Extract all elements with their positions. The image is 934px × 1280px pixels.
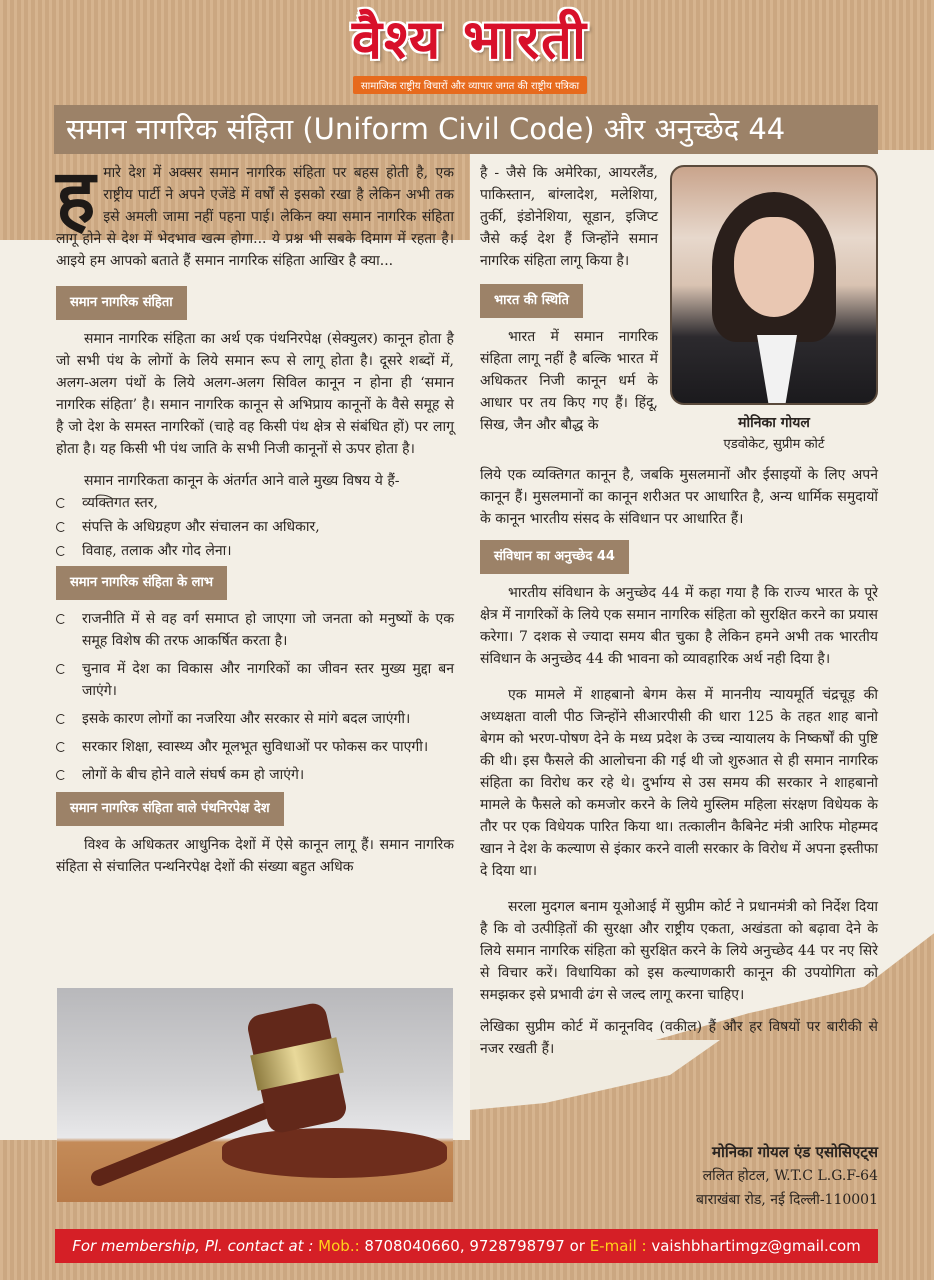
author-caption <box>668 412 880 456</box>
footer-prefix: For membership, Pl. contact at : <box>72 1237 319 1255</box>
list-item: चुनाव में देश का विकास और नागरिकों का जीवन स्तर मुख्य मुद्दा बन जाएंगे। <box>54 658 454 702</box>
author-photo <box>670 165 878 405</box>
mobile-numbers[interactable]: 8708040660, 9728798797 <box>364 1237 565 1255</box>
address-line-1: ललित होटल, W.T.C L.G.F-64 <box>702 1168 878 1184</box>
right-column-lower <box>480 464 878 1060</box>
author-signoff <box>560 1140 878 1212</box>
india-status-paragraph-part1: भारत में समान नागरिक संहिता लागू नहीं है बल्कि भारत में अधिकतर निजी कानून धर्म के आधार पर तय किए गए हैं। हिंदू, सिख, जैन और बौद्ध के <box>480 329 658 433</box>
intro-block <box>56 154 454 272</box>
bullet-icon <box>56 498 66 508</box>
footer-or: or <box>564 1237 590 1255</box>
benefits-list <box>54 608 454 786</box>
intro-paragraph: मारे देश में अक्सर समान नागरिक संहिता पर बहस होती है, एक राष्ट्रीय पार्टी ने अपने एजेंडे में वर्षों से इसको रखा है लेकिन अभी तक इसे अमली जामा नहीं पहना पाई। लेकिन क्या समान नागरिक संहिता लागू होने से देश में भेदभाव खत्म होगा... ये प्रश्न भी सबके दिमाग में रहता है। आइये हम आपको बताते हैं समान नागरिक संहिता आखिर है क्या... <box>56 165 454 269</box>
section-heading-secular-countries: समान नागरिक संहिता वाले पंथनिरपेक्ष देश <box>56 792 284 826</box>
bullet-icon <box>56 742 66 752</box>
masthead <box>300 8 640 100</box>
sarla-mudgal-paragraph: सरला मुदगल बनाम यूओआई में सुप्रीम कोर्ट ने प्रधानमंत्री को निर्देश दिया है कि वो उत्पीड़ितों की सुरक्षा और राष्ट्रीय एकता, अखंडता को बढ़ावा देने के लिये समान नागरिक संहिता को सुरक्षित करने के लिये अनुच्छेद 44 पर नए सिरे से विचार करें। विधायिका को इस कल्याणकारी कानून की उपयोगिता को समझकर इसे प्रभावी ढंग से जल्द लागू करना चाहिए। <box>480 899 878 1003</box>
email-link[interactable]: vaishbhartimgz@gmail.com <box>651 1237 861 1255</box>
bullet-icon <box>56 770 66 780</box>
left-column <box>56 154 454 878</box>
gavel-image <box>57 988 453 1202</box>
bullet-icon <box>56 664 66 674</box>
list-item: इसके कारण लोगों का नजरिया और सरकार से मांगे बदल जाएंगी। <box>54 708 454 730</box>
membership-footer <box>55 1229 878 1263</box>
section-heading-benefits: समान नागरिक संहिता के लाभ <box>56 566 227 600</box>
ucc-definition-paragraph: समान नागरिक संहिता का अर्थ एक पंथनिरपेक्ष (सेक्युलर) कानून होता है जो सभी पंथ के लोगों के लिये समान रूप से लागू होता है। दूसरे शब्दों में, अलग-अलग पंथों के लिये अलग-अलग सिविल कानून न होना ही ‘समान नागरिक संहिता’ है। समान नागरिक कानून से अभिप्राय कानूनों के वैसे समूह से है जो देश के समस्त नागरिकों (चाहे वह किसी पंथ क्षेत्र से संबंधित हों) पर लागू होता है। यह किसी भी पंथ जाति के सभी निजी कानूनों से ऊपर होता है। <box>56 331 454 457</box>
drop-cap: ह <box>56 154 96 240</box>
list-item: व्यक्तिगत स्तर, <box>54 492 454 514</box>
firm-name: मोनिका गोयल एंड एसोसिएट्स <box>712 1143 878 1161</box>
list-item: संपत्ति के अधिग्रहण और संचालन का अधिकार, <box>54 516 454 538</box>
ucc-subject-list <box>54 492 454 562</box>
list-item: सरकार शिक्षा, स्वास्थ्य और मूलभूत सुविधाओं पर फोकस कर पाएगी। <box>54 736 454 758</box>
list-item: राजनीति में से वह वर्ग समाप्त हो जाएगा जो जनता को मनुष्यों के एक समूह विशेष की तरफ आकर्षित करता है। <box>54 608 454 652</box>
list-item: लोगों के बीच होने वाले संघर्ष कम हो जाएंगे। <box>54 764 454 786</box>
section-heading-article-44: संविधान का अनुच्छेद 44 <box>480 540 629 574</box>
sound-block <box>222 1128 447 1178</box>
author-bio-paragraph: लेखिका सुप्रीम कोर्ट में कानूनविद (वकील) हैं और हर विषयों पर बारीकी से नजर रखती हैं। <box>480 1019 878 1057</box>
secular-countries-paragraph: विश्व के अधिकतर आधुनिक देशों में ऐसे कानून लागू हैं। समान नागरिक संहिता से संचालित पन्थनिरपेक्ष देशों की संख्या बहुत अधिक <box>56 837 454 875</box>
address-line-2: बाराखंबा रोड, नई दिल्ली-110001 <box>696 1192 878 1208</box>
ucc-list-intro: समान नागरिकता कानून के अंतर्गत आने वाले मुख्य विषय ये हैं- <box>84 473 400 489</box>
magazine-tagline: सामाजिक राष्ट्रीय विचारों और व्यापार जगत की राष्ट्रीय पत्रिका <box>353 76 587 94</box>
india-status-paragraph-part2: लिये एक व्यक्तिगत कानून है, जबकि मुसलमानों और ईसाइयों के लिए अपने कानून हैं। मुसलमानों का कानून शरीअत पर आधारित है, अन्य धार्मिक समुदायों के कानून भारतीय संसद के संविधान पर आधारित हैं। <box>480 467 878 527</box>
list-item: विवाह, तलाक और गोद लेना। <box>54 540 454 562</box>
article-44-paragraph: भारतीय संविधान के अनुच्छेद 44 में कहा गया है कि राज्य भारत के पूरे क्षेत्र में नागरिकों के लिये एक समान नागरिक संहिता को सुरक्षित करने का प्रयास करेगा। 7 दशक से ज्यादा समय बीत चुका है लेकिन हमने अभी तक भारतीय संविधान के अनुच्छेद 44 की भावना को व्यावहारिक अर्थ नही दिया है। <box>480 585 878 667</box>
mobile-label: Mob.: <box>318 1237 365 1255</box>
author-name: मोनिका गोयल <box>738 415 810 431</box>
section-heading-india-status: भारत की स्थिति <box>480 284 583 318</box>
shah-bano-paragraph: एक मामले में शाहबानो बेगम केस में माननीय न्यायमूर्ति चंद्रचूड़ की अध्यक्षता वाली पीठ जिन्होंने सीआरपीसी की धारा 125 के तहत शाह बानो बेगम को भरण-पोषण देने के मध्य प्रदेश के उच्च न्यायालय के निष्कर्षों की पुष्टि की थी। इस फैसले की आलोचना की गई थी जो शुरुआत से ही समान नागरिक संहिता का विरोध कर रहे थे। दुर्भाग्य से उस समय की सरकार ने शाहबानो मामले के फैसले को कमजोर करने के लिये मुस्लिम महिला संरक्षण विधेयक के तौर पर एक विधेयक पारित किया था। तत्कालीन कैबिनेट मंत्री आरिफ मोहम्मद खान ने देश के कल्याण से इंकार करने वाली सरकार के विरोध में अपना इस्तीफा दे दिया था। <box>480 687 878 879</box>
magazine-logo: वैश्य भारती <box>352 8 588 71</box>
bullet-icon <box>56 546 66 556</box>
article-headline: समान नागरिक संहिता (Uniform Civil Code) और अनुच्छेद 44 <box>54 105 878 154</box>
bullet-icon <box>56 614 66 624</box>
bullet-icon <box>56 522 66 532</box>
bullet-icon <box>56 714 66 724</box>
email-label: E-mail : <box>589 1237 652 1255</box>
author-role: एडवोकेट, सुप्रीम कोर्ट <box>723 437 825 452</box>
right-column-upper <box>480 162 658 436</box>
photo-face <box>734 217 814 317</box>
countries-paragraph: है - जैसे कि अमेरिका, आयरलैंड, पाकिस्तान, बांग्लादेश, मलेशिया, तुर्की, इंडोनेशिया, सूडान, इजिप्ट जैसे कई देश हैं जिन्होंने समान नागरिक संहिता लागू किया है। <box>480 165 658 269</box>
section-heading-ucc: समान नागरिक संहिता <box>56 286 187 320</box>
photo-collar <box>757 335 797 405</box>
